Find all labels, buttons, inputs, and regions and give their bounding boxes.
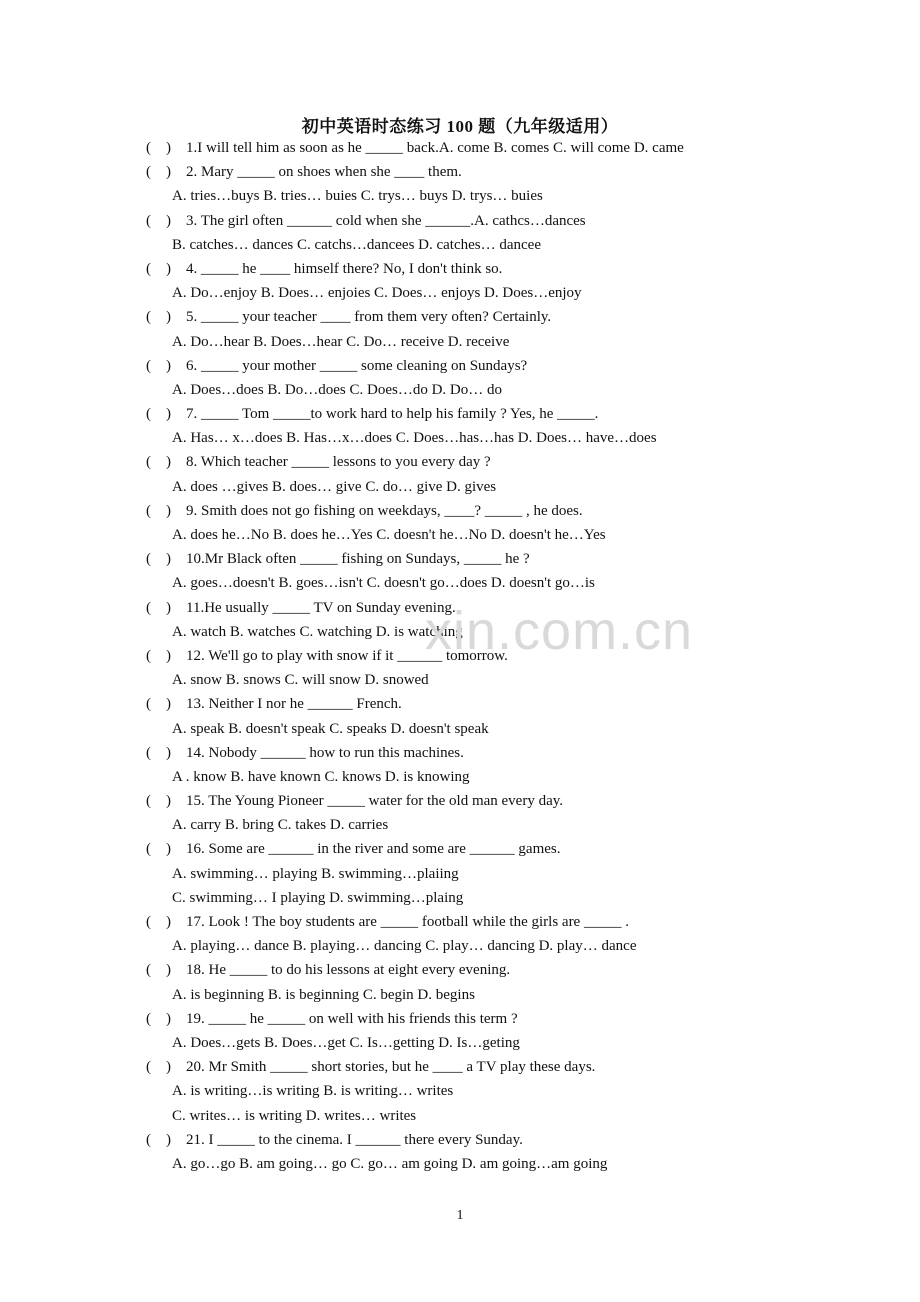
question-stem [0,402,920,426]
question-text: 1.I will tell him as soon as he _____ back.A. come B. comes C. will come D. came [186,140,684,156]
question-stem [0,160,920,184]
answer-blank-parentheses: ( ) [146,212,171,229]
question-options: A. is beginning B. is beginning C. begin D. begins [172,986,475,1003]
question-options: C. swimming… I playing D. swimming…plaing [172,889,464,906]
answer-blank-parentheses: ( ) [146,914,171,930]
question-text: 7. _____ Tom _____to work hard to help his family ? Yes, he _____. [186,406,599,423]
question-text: 14. Nobody ______ how to run this machines. [186,744,464,761]
question-options: C. writes… is writing D. writes… writes [172,1107,417,1124]
question-options: A. does he…No B. does he…Yes C. doesn't he…No D. doesn't he…Yes [172,527,606,543]
question-text: 18. He _____ to do his lessons at eight every evening. [186,962,511,979]
answer-blank-parentheses: ( ) [146,260,171,277]
question-options: A. Does…does B. Do…does C. Does…do D. Do… do [172,381,502,398]
question-text: 9. Smith does not go fishing on weekdays, ____? _____ , he does. [186,502,583,519]
question-stem [0,1128,920,1152]
answer-blank-parentheses: ( ) [146,744,171,761]
answer-blank-parentheses: ( ) [146,357,171,374]
question-options: A. carry B. bring C. takes D. carries [172,817,389,834]
answer-blank-parentheses: ( ) [146,140,171,156]
question-text: 19. _____ he _____ on well with his friends this term ? [186,1010,518,1027]
document-title: 初中英语时态练习 100 题（九年级适用） [301,117,619,136]
question-stem [0,1007,920,1031]
question-text: 11.He usually _____ TV on Sunday evening. [186,599,456,616]
question-options: A. watch B. watches C. watching D. is watching [172,623,463,640]
watermark: xin.com.cn [425,601,694,661]
answer-blank-parentheses: ( ) [146,793,171,810]
question-text: 21. I _____ to the cinema. I ______ there every Sunday. [186,1131,523,1148]
answer-blank-parentheses: ( ) [146,502,171,519]
answer-blank-parentheses: ( ) [146,454,171,471]
question-stem [0,692,920,716]
question-options: A. Has… x…does B. Has…x…does C. Does…has…has D. Does… have…does [172,430,657,447]
answer-blank-parentheses: ( ) [146,309,171,326]
question-text: 6. _____ your mother _____ some cleaning on Sundays? [186,357,528,374]
question-text: 16. Some are ______ in the river and some are ______ games. [186,841,561,858]
question-options: A . know B. have known C. knows D. is knowing [172,768,470,785]
question-stem [0,136,920,160]
question-stem [0,1055,920,1079]
question-stem [0,547,920,571]
question-stem [0,596,920,620]
answer-blank-parentheses: ( ) [146,1131,171,1148]
answer-blank-parentheses: ( ) [146,696,171,713]
question-text: 20. Mr Smith _____ short stories, but he ____ a TV play these days. [186,1059,596,1076]
question-stem [0,644,920,668]
question-options: B. catches… dances C. catchs…dancees D. catches… dancee [172,236,542,253]
question-text: 13. Neither I nor he ______ French. [186,696,402,713]
question-stem [0,741,920,765]
question-options: A. Do…hear B. Does…hear C. Do… receive D. receive [172,333,510,350]
question-options: A. snow B. snows C. will snow D. snowed [172,672,429,689]
question-options: A. speak B. doesn't speak C. speaks D. doesn't speak [172,720,489,737]
answer-blank-parentheses: ( ) [146,551,171,568]
question-options: A. playing… dance B. playing… dancing C. play… dancing D. play… dance [172,938,637,955]
answer-blank-parentheses: ( ) [146,1010,171,1027]
question-text: 17. Look ! The boy students are _____ football while the girls are _____ . [186,914,629,930]
question-stem [0,499,920,523]
answer-blank-parentheses: ( ) [146,962,171,979]
question-stem [0,450,920,474]
question-stem [0,910,920,934]
question-text: 3. The girl often ______ cold when she ______.A. cathcs…dances [186,212,586,229]
question-text: 2. Mary _____ on shoes when she ____ them. [186,164,462,181]
question-text: 12. We'll go to play with snow if it ______ tomorrow. [186,647,508,664]
question-stem [0,209,920,233]
question-text: 10.Mr Black often _____ fishing on Sundays, _____ he ? [186,551,530,568]
question-text: 5. _____ your teacher ____ from them very often? Certainly. [186,309,552,326]
question-stem [0,837,920,861]
question-stem [0,257,920,281]
question-text: 15. The Young Pioneer _____ water for the old man every day. [186,793,564,810]
answer-blank-parentheses: ( ) [146,841,171,858]
question-text: 4. _____ he ____ himself there? No, I don't think so. [186,260,503,277]
question-options: A. Do…enjoy B. Does… enjoies C. Does… enjoys D. Does…enjoy [172,285,582,302]
question-stem [0,305,920,329]
question-options: A. goes…doesn't B. goes…isn't C. doesn't go…does D. doesn't go…is [172,575,595,592]
answer-blank-parentheses: ( ) [146,599,171,616]
question-text: 8. Which teacher _____ lessons to you every day ? [186,454,491,471]
question-options: A. tries…buys B. tries… buies C. trys… buys D. trys… buies [172,188,543,205]
answer-blank-parentheses: ( ) [146,406,171,423]
question-options: A. Does…gets B. Does…get C. Is…getting D. Is…geting [172,1034,520,1051]
question-stem [0,354,920,378]
question-options: A. does …gives B. does… give C. do… give D. gives [172,478,497,495]
question-options: A. is writing…is writing B. is writing… writes [172,1083,454,1100]
question-stem [0,958,920,982]
question-stem [0,789,920,813]
question-options: A. swimming… playing B. swimming…plaiing [172,865,459,882]
question-list [0,136,920,1176]
answer-blank-parentheses: ( ) [146,647,171,664]
question-options: A. go…go B. am going… go C. go… am going D. am going…am going [172,1155,608,1172]
page-number: 1 [456,1208,464,1223]
answer-blank-parentheses: ( ) [146,1059,171,1076]
answer-blank-parentheses: ( ) [146,164,171,181]
